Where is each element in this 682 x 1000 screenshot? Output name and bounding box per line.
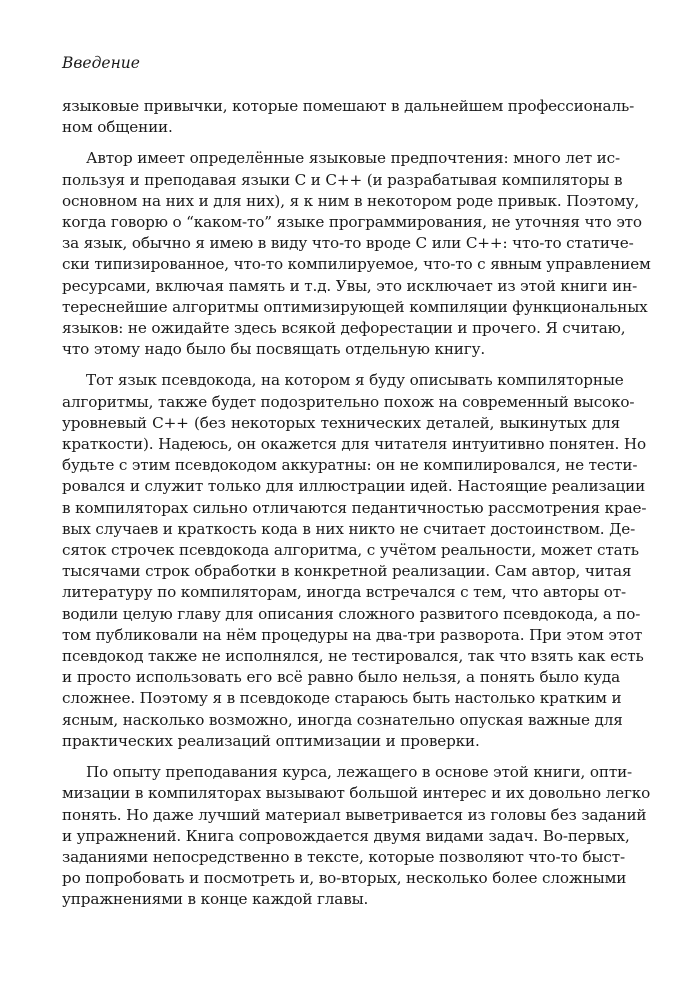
text-line: основном на них и для них), я к ним в некотором роде привык. Поэтому, <box>62 191 640 210</box>
text-line: ном общении. <box>62 118 173 137</box>
text-line: ровался и служит только для иллюстрации идей. Настоящие реализации <box>62 477 646 496</box>
text-line: что этому надо было бы посвящать отдельную книгу. <box>62 340 486 359</box>
text-line: Автор имеет определённые языковые предпочтения: много лет ис- <box>86 149 620 168</box>
text-line: языков: не ожидайте здесь всякой дефорестации и прочего. Я считаю, <box>62 319 626 338</box>
text-line: и упражнений. Книга сопровождается двумя видами задач. Во-первых, <box>62 826 630 845</box>
text-line: ресурсами, включая память и т.д. Увы, это исключает из этой книги ин- <box>62 276 638 295</box>
text-line: литературу по компиляторам, иногда встречался с тем, что авторы от- <box>62 583 626 602</box>
text-line: практических реализаций оптимизации и проверки. <box>62 731 480 750</box>
text-line: пользуя и преподавая языки C и C++ (и разрабатывая компиляторы в <box>62 170 623 189</box>
text-line: понять. Но даже лучший материал выветривается из головы без заданий <box>62 805 647 824</box>
text-line: Тот язык псевдокода, на котором я буду описывать компиляторные <box>86 371 624 390</box>
text-line: тысячами строк обработки в конкретной реализации. Сам автор, читая <box>62 562 632 581</box>
text-line: будьте с этим псевдокодом аккуратны: он не компилировался, не тести- <box>62 456 638 475</box>
text-line: сяток строчек псевдокода алгоритма, с учётом реальности, может стать <box>62 541 639 560</box>
text-line: ро попробовать и посмотреть и, во-вторых, несколько более сложными <box>62 869 627 888</box>
paragraph-1 <box>62 96 635 138</box>
paragraph-3 <box>62 370 647 752</box>
text-line: По опыту преподавания курса, лежащего в основе этой книги, опти- <box>86 763 633 782</box>
text-line: вых случаев и краткость кода в них никто не считает достоинством. Де- <box>62 519 636 538</box>
text-line: псевдокод также не исполнялся, не тестировался, так что взять как есть <box>62 647 644 666</box>
text-line: за язык, обычно я имею в виду что-то вроде C или C++: что-то статиче- <box>62 234 634 253</box>
text-line: когда говорю о “каком-то” языке программирования, не уточняя что это <box>62 213 642 232</box>
text-line: водили целую главу для описания сложного развитого псевдокода, а по- <box>62 604 641 623</box>
text-line: заданиями непосредственно в тексте, которые позволяют что-то быст- <box>62 847 625 866</box>
body-text <box>62 96 651 911</box>
text-line: упражнениями в конце каждой главы. <box>62 890 369 909</box>
text-line: краткости). Надеюсь, он окажется для читателя интуитивно понятен. Но <box>62 435 646 454</box>
text-line: и просто использовать его всё равно было нельзя, а понять было куда <box>62 668 620 687</box>
paragraph-4 <box>62 762 651 910</box>
text-line: ски типизированное, что-то компилируемое, что-то с явным управлением <box>62 255 651 274</box>
text-line: уровневый C++ (без некоторых технических деталей, выкинутых для <box>62 413 620 432</box>
text-line: в компиляторах сильно отличаются педантичностью рассмотрения крае- <box>62 498 647 517</box>
text-line: алгоритмы, также будет подозрительно похож на современный высоко- <box>62 392 635 411</box>
text-line: ясным, насколько возможно, иногда сознательно опуская важные для <box>62 710 623 729</box>
text-line: мизации в компиляторах вызывают большой интерес и их довольно легко <box>62 784 651 803</box>
text-line: языковые привычки, которые помешают в дальнейшем профессиональ- <box>62 97 635 115</box>
text-line: сложнее. Поэтому я в псевдокоде стараюсь быть настолько кратким и <box>62 689 622 708</box>
text-line: том публиковали на нём процедуры на два-три разворота. При этом этот <box>62 625 643 644</box>
text-line: тереснейшие алгоритмы оптимизирующей компиляции функциональных <box>62 297 648 316</box>
paragraph-2 <box>62 148 651 360</box>
running-header: Введение <box>62 54 140 72</box>
